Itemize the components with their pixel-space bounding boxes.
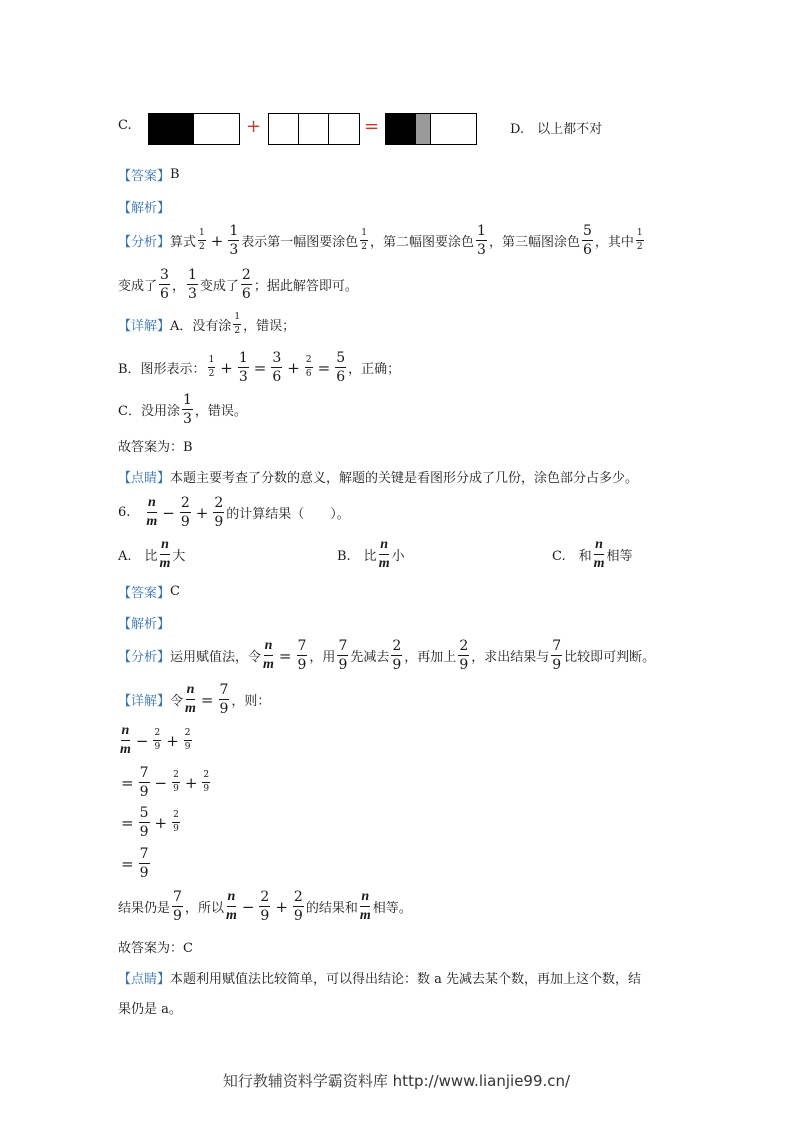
dianjing-2-line1: 【点睛】 本题利用赋值法比较简单，可以得出结论：数 a 先减去某个数，再加上这个数，结 [118,972,642,987]
fenxi-1-line1: 【分析】 算式 $\frac{1}{2}$ + $\frac{1}{3}$ 表示第一幅图要涂色 $\frac{1}{2}$ ，第二幅图要涂色 $\frac{1}{3}$ ，第三幅图涂色 $\frac{5}{6}$ ，其中 $\frac{1}{2}$ [118,223,643,258]
equals-sign: = [364,116,380,137]
analysis-tag-2: 【解析】 [118,617,171,632]
option-6a: A. 比 $\frac{n}{m}$ 大 [118,537,186,571]
result-2: 结果仍是 $\frac{7}{9}$ ，所以 $\frac{n}{m}$ − $\frac{2}{9}$ + $\frac{2}{9}$ 的结果和 $\frac{n}{m}$ 相等。 [118,889,412,924]
option-d: D. 以上都不对 [510,122,603,137]
calc-step-1: $\frac{n}{m}$ − $\frac{2}{9}$ + $\frac{2}{9}$ [120,723,191,757]
analysis-tag-1: 【解析】 [118,201,171,216]
xiangjie-1-b: B．图形表示： $\frac{1}{2}$ + $\frac{1}{3}$ = $\frac{3}{6}$ + $\frac{2}{6}$ = $\frac{5}{6}$ ，正确； [118,350,401,385]
shaded-cell [149,114,194,144]
option-c-label: C. [118,118,132,133]
empty-cell [299,114,329,144]
conclusion-2: 故答案为：C [118,941,193,956]
xiangjie-2: 【详解】 令 $\frac{n}{m}$ = $\frac{7}{9}$ ，则： [118,682,271,717]
calc-step-3: = $\frac{5}{9}$ + $\frac{2}{9}$ [121,805,179,840]
figure-result [385,113,477,145]
grey-cell [416,114,431,144]
calc-step-4: = $\frac{7}{9}$ [121,846,149,881]
dianjing-1: 【点睛】 本题主要考查了分数的意义，解题的关键是看图形分成了几份，涂色部分占多少。 [118,471,639,486]
answer-2: 【答案】 C [118,584,180,601]
plus-sign: + [246,116,262,137]
figure-half [148,113,240,145]
figure-third [268,113,360,145]
empty-cell [431,114,476,144]
empty-cell [269,114,299,144]
option-6b: B. 比 $\frac{n}{m}$ 小 [337,537,405,571]
answer-1: 【答案】 B [118,167,180,184]
dianjing-2-line2: 果仍是 a。 [118,1002,182,1017]
xiangjie-1-c: C．没用涂 $\frac{1}{3}$ ，错误。 [118,392,247,427]
conclusion-1: 故答案为：B [118,440,193,455]
calc-step-2: = $\frac{7}{9}$ − $\frac{2}{9}$ + $\frac{2}{9}$ [121,765,210,800]
fenxi-2: 【分析】 运用赋值法，令 $\frac{n}{m}$ = $\frac{7}{9}$ ，用 $\frac{7}{9}$ 先减去 $\frac{2}{9}$ ，再加上 $\frac{2}{9}$ ，求出结果与 $\frac{7}{9}$ 比较即可判断。 [118,638,656,673]
fenxi-1-line2: 变成了 $\frac{3}{6}$ ， $\frac{1}{3}$ 变成了 $\frac{2}{6}$ ；据此解答即可。 [118,267,358,302]
xiangjie-1-a: 【详解】 A．没有涂 $\frac{1}{2}$ ，错误； [118,312,296,336]
footer-watermark: 知行教辅资料学霸资料库 http://www.lianjie99.cn/ [222,1072,571,1090]
empty-cell [329,114,359,144]
option-6c: C. 和 $\frac{n}{m}$ 相等 [552,537,633,571]
shaded-cell [386,114,416,144]
question-6: 6. $\frac{n}{m}$ − $\frac{2}{9}$ + $\frac{2}{9}$ 的计算结果（ ）。 [118,495,350,530]
empty-cell [194,114,239,144]
